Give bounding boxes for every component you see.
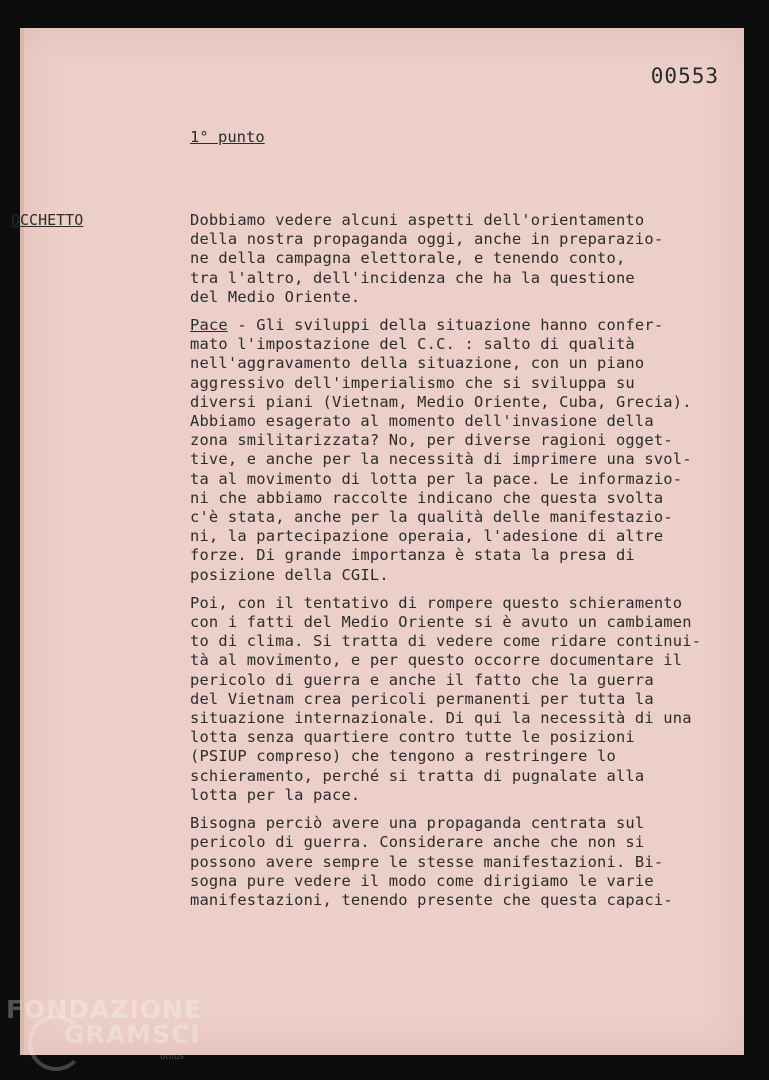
text-line: mato l'impostazione del C.C. : salto di qualità bbox=[190, 335, 635, 354]
text-line: Bisogna perciò avere una propaganda centrata sul bbox=[190, 814, 645, 833]
text-line-rest: - Gli sviluppi della situazione hanno confer- bbox=[227, 316, 664, 335]
text-line: Dobbiamo vedere alcuni aspetti dell'orientamento bbox=[190, 211, 645, 229]
text-line: lotta senza quartiere contro tutte le posizioni bbox=[190, 728, 635, 747]
speaker-name: OCCHETTO bbox=[11, 211, 84, 229]
text-line: ni che abbiamo raccolte indicano che questa svolta bbox=[190, 488, 664, 507]
text-line: ne della campagna elettorale, e tenendo conto, bbox=[190, 249, 626, 268]
text-line: schieramento, perché si tratta di pugnalate alla bbox=[190, 766, 645, 785]
text-line: pericolo di guerra e anche il fatto che la guerra bbox=[190, 670, 654, 689]
text-line: ni, la partecipazione operaia, l'adesione di altre bbox=[190, 527, 664, 546]
text-line: forze. Di grande importanza è stata la presa di bbox=[190, 546, 635, 565]
text-line: posizione della CGIL. bbox=[190, 565, 389, 584]
text-line: manifestazioni, tenendo presente che questa capaci- bbox=[190, 890, 673, 909]
text-line: lotta per la pace. bbox=[190, 785, 361, 804]
keyword-pace: Pace bbox=[190, 316, 228, 335]
document-body bbox=[190, 211, 710, 919]
text-line: diversi piani (Vietnam, Medio Oriente, Cuba, Grecia). bbox=[190, 392, 692, 411]
text-line: del Medio Oriente. bbox=[190, 287, 361, 306]
paragraph-3 bbox=[190, 594, 710, 805]
text-line: del Vietnam crea pericoli permanenti per tutta la bbox=[190, 689, 654, 708]
text-line: sogna pure vedere il modo come dirigiamo le varie bbox=[190, 871, 654, 890]
text-line: nell'aggravamento della situazione, con un piano bbox=[190, 354, 645, 373]
text-line: della nostra propaganda oggi, anche in preparazio- bbox=[190, 230, 664, 249]
page-fold bbox=[20, 28, 24, 1055]
text-line: tà al movimento, e per questo occorre documentare il bbox=[190, 651, 683, 670]
text-line bbox=[190, 316, 710, 335]
text-line: ta al movimento di lotta per la pace. Le informazio- bbox=[190, 469, 683, 488]
foundation-watermark bbox=[6, 995, 203, 1062]
text-line: tive, e anche per la necessità di imprimere una svol- bbox=[190, 450, 692, 469]
text-line: con i fatti del Medio Oriente si è avuto un cambiamen bbox=[190, 613, 692, 632]
text-line: to di clima. Si tratta di vedere come ridare continui- bbox=[190, 632, 702, 651]
text-line: possono avere sempre le stesse manifestazioni. Bi- bbox=[190, 852, 664, 871]
watermark-circle-icon bbox=[28, 1015, 84, 1071]
text-line: situazione internazionale. Di qui la necessità di una bbox=[190, 709, 692, 728]
paragraph-4 bbox=[190, 814, 710, 910]
text-line: Poi, con il tentativo di rompere questo schieramento bbox=[190, 593, 683, 612]
text-line: aggressivo dell'imperialismo che si sviluppa su bbox=[190, 373, 635, 392]
text-line: zona smilitarizzata? No, per diverse ragioni ogget- bbox=[190, 431, 673, 450]
text-line: tra l'altro, dell'incidenza che ha la questione bbox=[190, 268, 635, 287]
watermark-line-3: onlus bbox=[160, 1052, 185, 1062]
text-line: Abbiamo esagerato al momento dell'invasione della bbox=[190, 412, 654, 431]
section-heading: 1° punto bbox=[190, 128, 265, 146]
watermark-line-2: GRAMSCI bbox=[64, 1020, 201, 1049]
text-line: pericolo di guerra. Considerare anche che non si bbox=[190, 833, 645, 852]
text-line: (PSIUP compreso) che tengono a restringere lo bbox=[190, 747, 616, 766]
watermark-line-1: FONDAZIONE bbox=[6, 995, 203, 1024]
text-line: c'è stata, anche per la qualità delle manifestazio- bbox=[190, 508, 673, 527]
paragraph-1 bbox=[190, 211, 710, 307]
page-number: 00553 bbox=[650, 64, 719, 88]
paragraph-2 bbox=[190, 316, 710, 585]
